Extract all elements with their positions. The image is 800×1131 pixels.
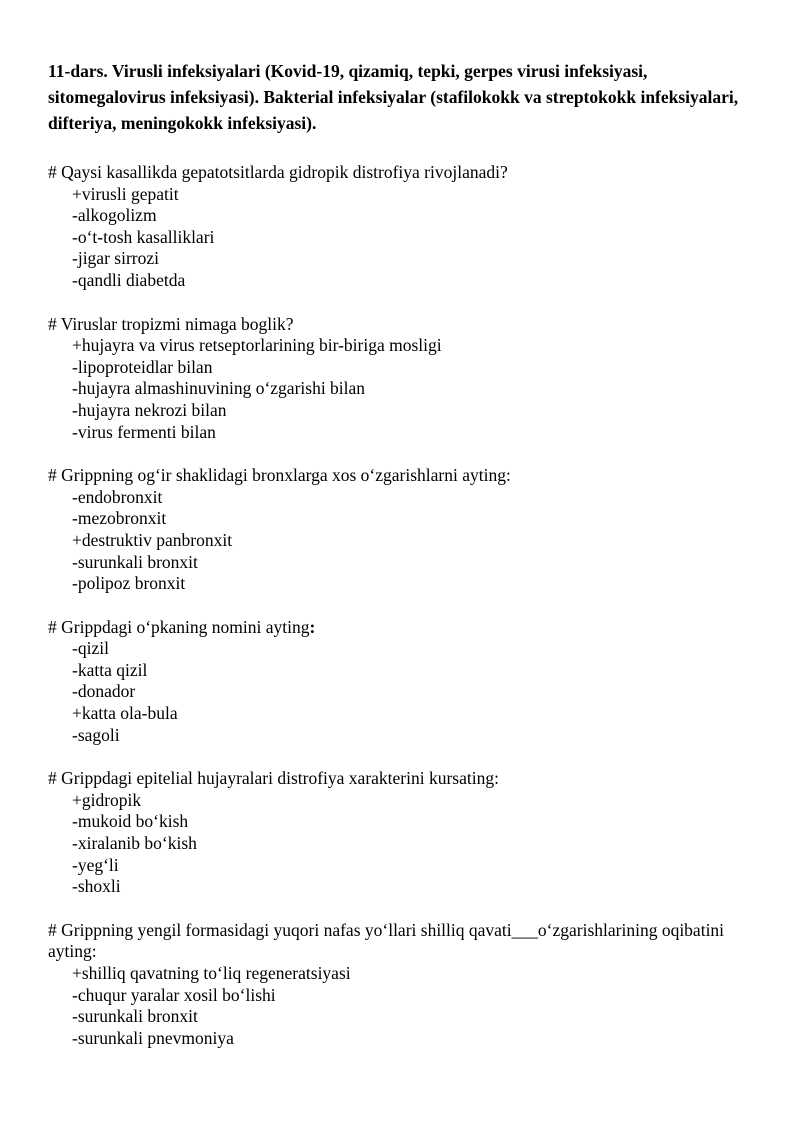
question-text: # Grippning yengil formasidagi yuqori nafas yo‘llari shilliq qavati___o‘zgarishlarining oqibatini ayting: <box>48 919 725 962</box>
answer-option: +gidropik <box>72 789 142 810</box>
question-text: # Qaysi kasallikda gepatotsitlarda gidropik distrofiya rivojlanadi? <box>48 162 508 182</box>
question-text: # Grippning og‘ir shaklidagi bronxlarga xos o‘zgarishlarni ayting: <box>48 465 511 486</box>
question-block <box>48 617 748 747</box>
question-block <box>48 920 748 1050</box>
answer-option: -mezobronxit <box>72 508 167 529</box>
answer-option: -surunkali bronxit <box>72 551 198 572</box>
question-text-main: # Grippdagi o‘pkaning nomini ayting <box>48 616 310 637</box>
answer-option: -shoxli <box>72 876 121 897</box>
question-block <box>48 768 748 898</box>
question-text: # Grippdagi epitelial hujayralari distrofiya xarakterini kursating: <box>48 768 499 789</box>
answer-option: -hujayra almashinuvining o‘zgarishi bilan <box>72 378 366 399</box>
answer-option: -lipoproteidlar bilan <box>72 356 213 377</box>
answer-option: -yeg‘li <box>72 854 119 875</box>
answer-option: +shilliq qavatning to‘liq regeneratsiyasi <box>72 963 351 983</box>
answer-options <box>48 487 748 595</box>
answer-option: -qizil <box>72 638 109 659</box>
question-text <box>48 617 748 639</box>
answer-options <box>48 963 748 1049</box>
question-block <box>48 162 748 292</box>
answer-option: -virus fermenti bilan <box>72 421 216 442</box>
answer-option: -mukoid bo‘kish <box>72 811 189 832</box>
answer-option: +hujayra va virus retseptorlarining bir-biriga mosligi <box>72 335 442 356</box>
answer-option: -hujayra nekrozi bilan <box>72 399 227 420</box>
answer-option: -surunkali bronxit <box>72 1006 198 1027</box>
answer-option: -jigar sirrozi <box>72 248 159 269</box>
answer-option: -surunkali pnevmoniya <box>72 1027 234 1048</box>
document-page <box>48 58 748 1071</box>
lesson-title: 11-dars. Virusli infeksiyalari (Kovid-19, qizamiq, tepki, gerpes virusi infeksiyasi, sitomegalovirus infeksiyasi). Bakterial infeksiyalar (stafilokokk va streptokokk infeksiyalari, difteriya, meningokokk infeksiyasi). <box>48 61 739 133</box>
answer-options <box>48 790 748 898</box>
answer-option: -sagoli <box>72 724 120 745</box>
question-block <box>48 465 748 595</box>
answer-options <box>48 638 748 746</box>
answer-option: +virusli gepatit <box>72 183 179 204</box>
answer-option: -alkogolizm <box>72 205 157 226</box>
answer-options <box>48 184 748 292</box>
answer-options <box>48 335 748 443</box>
answer-option: -donador <box>72 681 136 702</box>
answer-option: -katta qizil <box>72 659 148 680</box>
answer-option: -endobronxit <box>72 486 163 507</box>
answer-option: +destruktiv panbronxit <box>72 529 233 550</box>
answer-option: +katta ola-bula <box>72 703 178 724</box>
answer-option: -chuqur yaralar xosil bo‘lishi <box>72 984 276 1005</box>
answer-option: -o‘t-tosh kasalliklari <box>72 226 215 247</box>
question-block <box>48 314 748 444</box>
question-text-colon: : <box>309 616 316 637</box>
answer-option: -xiralanib bo‘kish <box>72 833 197 854</box>
answer-option: -polipoz bronxit <box>72 573 186 594</box>
question-text: # Viruslar tropizmi nimaga boglik? <box>48 313 294 334</box>
answer-option: -qandli diabetda <box>72 269 186 290</box>
